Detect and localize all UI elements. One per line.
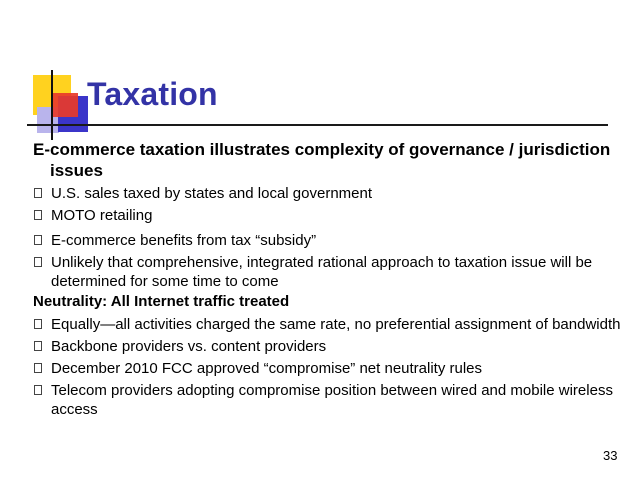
bullet-text: Equally—all activities charged the same rate, no preferential assignment of bandwidth xyxy=(51,316,621,333)
list-item xyxy=(33,315,623,334)
slide-content xyxy=(33,139,623,419)
bullet-text: Telecom providers adopting compromise position between wired and mobile wireless access xyxy=(51,382,613,418)
list-item xyxy=(33,184,623,203)
list-item xyxy=(33,206,623,225)
bullet-box-icon xyxy=(34,341,42,351)
ecommerce-taxation-bullets xyxy=(33,184,623,291)
bullet-box-icon xyxy=(34,188,42,198)
list-item xyxy=(33,381,623,419)
list-item xyxy=(33,337,623,356)
neutrality-bullets xyxy=(33,315,623,419)
bullet-text: E-commerce benefits from tax “subsidy” xyxy=(51,232,317,249)
bullet-box-icon xyxy=(34,363,42,373)
bullet-text: Unlikely that comprehensive, integrated rational approach to taxation issue will be determined for some time to come xyxy=(51,254,593,290)
bullet-box-icon xyxy=(34,319,42,329)
list-item xyxy=(33,359,623,378)
bullet-text: U.S. sales taxed by states and local government xyxy=(51,185,373,202)
page-number: 33 xyxy=(603,448,618,463)
bullet-text: December 2010 FCC approved “compromise” net neutrality rules xyxy=(51,360,483,377)
decor-vertical-line xyxy=(51,70,53,140)
decor-red-square xyxy=(52,93,78,117)
bullet-text: Backbone providers vs. content providers xyxy=(51,338,327,355)
bullet-box-icon xyxy=(34,257,42,267)
bullet-box-icon xyxy=(34,235,42,245)
section-heading-ecommerce-taxation: E-commerce taxation illustrates complexity of governance / jurisdiction issues xyxy=(33,140,611,180)
title-underline xyxy=(27,124,608,126)
list-item xyxy=(33,231,623,250)
section-heading-neutrality: Neutrality: All Internet traffic treated xyxy=(33,293,290,310)
bullet-box-icon xyxy=(34,210,42,220)
bullet-text: MOTO retailing xyxy=(51,207,153,224)
bullet-box-icon xyxy=(34,385,42,395)
list-item xyxy=(33,253,623,291)
slide-title: Taxation xyxy=(87,76,218,112)
